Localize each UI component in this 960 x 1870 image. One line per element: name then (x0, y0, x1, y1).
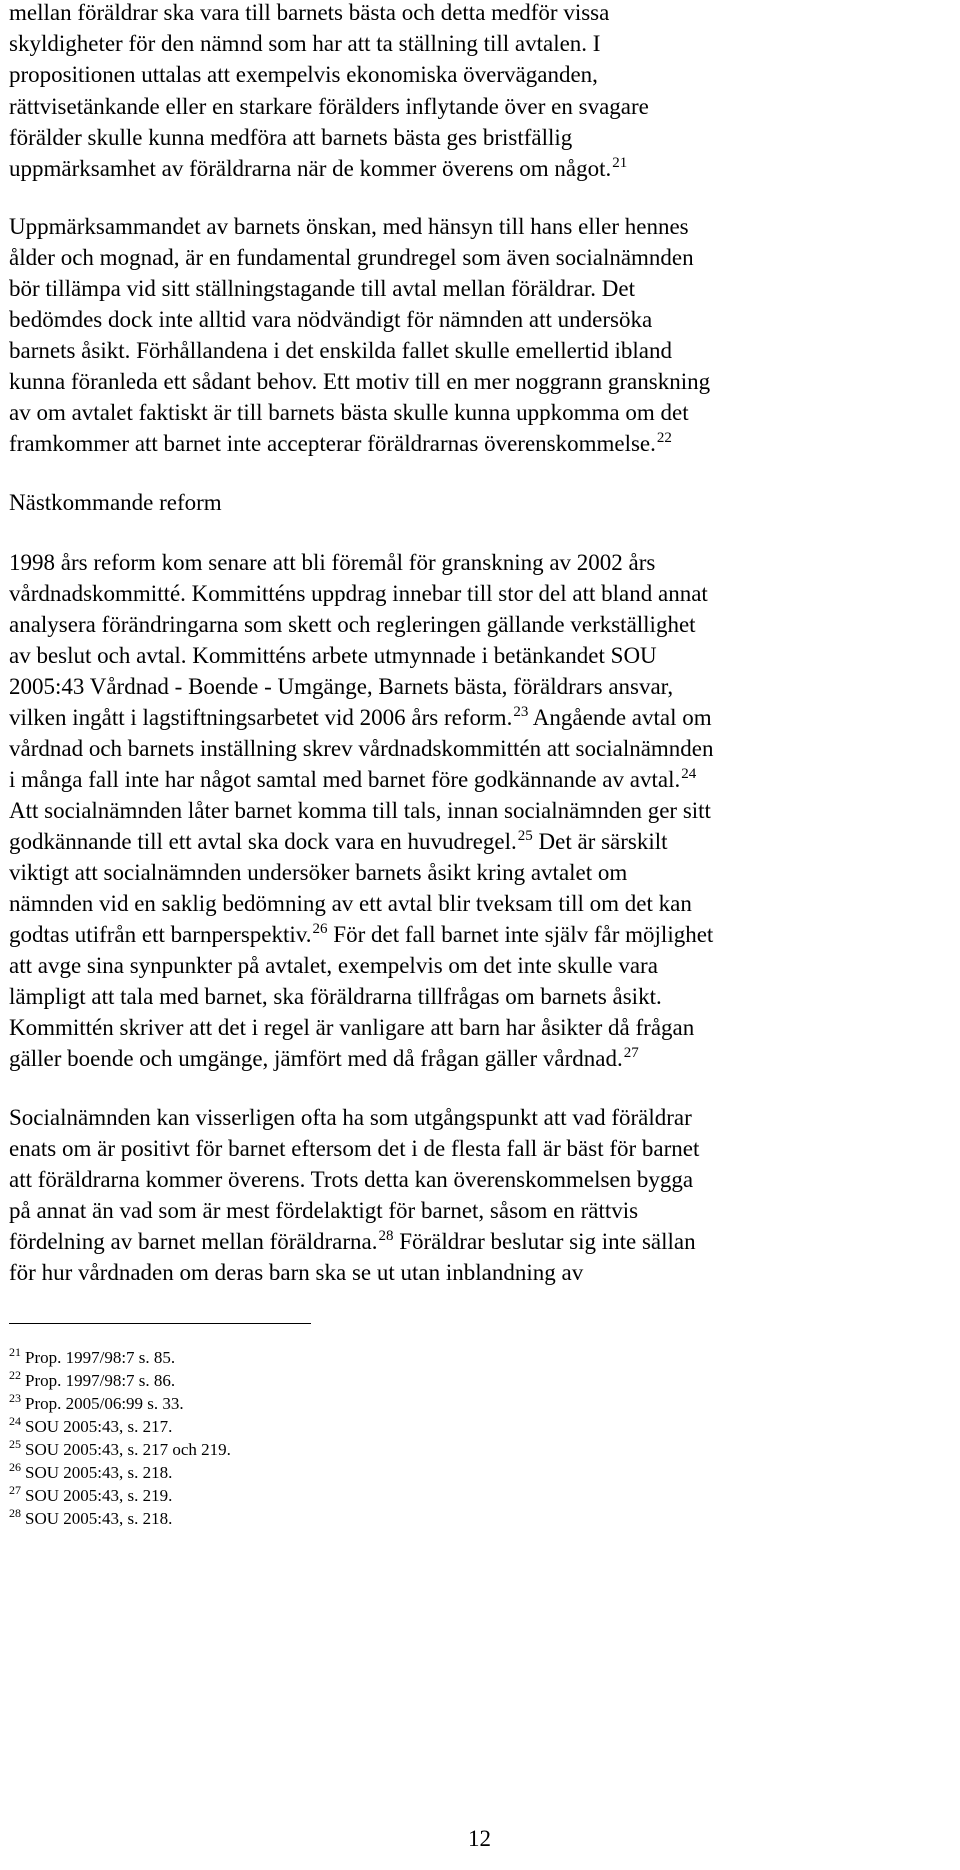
footnote-separator (9, 1323, 311, 1324)
text-line: propositionen uttalas att exempelvis ekonomiska överväganden, (9, 62, 598, 87)
footnote (9, 1437, 231, 1460)
footnote (9, 1506, 173, 1529)
line-text: fördelning av barnet mellan föräldrarna. (9, 1229, 378, 1254)
footnote (9, 1368, 176, 1391)
footnote-ref: 25 (517, 828, 533, 844)
footnote-ref: 26 (312, 921, 328, 937)
footnote-ref: 28 (378, 1228, 394, 1244)
text-line (9, 431, 672, 457)
text-line: för hur vårdnaden om deras barn ska se ut utan inblandning av (9, 1260, 584, 1285)
text-line: bör tillämpa vid sitt ställningstagande till avtal mellan föräldrar. Det (9, 276, 635, 301)
footnote-text: SOU 2005:43, s. 218. (25, 1509, 173, 1528)
text-line: analysera förändringarna som skett och regleringen gällande verkställighet (9, 612, 696, 637)
line-text: För det fall barnet inte själv får möjlighet (327, 922, 714, 947)
footnote-ref: 27 (623, 1045, 639, 1061)
line-text: Det är särskilt (532, 829, 668, 854)
footnote-ref: 23 (513, 704, 529, 720)
footnote-number: 23 (9, 1391, 21, 1405)
footnote-number: 27 (9, 1483, 21, 1497)
text-line: bedömdes dock inte alltid vara nödvändigt för nämnden att undersöka (9, 307, 653, 332)
text-line: enats om är positivt för barnet eftersom det i de flesta fall är bäst för barnet (9, 1136, 700, 1161)
text-line: av beslut och avtal. Kommitténs arbete utmynnade i betänkandet SOU (9, 643, 657, 668)
footnote (9, 1460, 173, 1483)
text-line: viktigt att socialnämnden undersöker barnets åsikt kring avtalet om (9, 860, 628, 885)
section-heading: Nästkommande reform (9, 490, 222, 515)
footnote-text: SOU 2005:43, s. 217 och 219. (25, 1440, 231, 1459)
footnote-text: Prop. 1997/98:7 s. 86. (25, 1371, 176, 1390)
footnote-ref: 24 (681, 766, 697, 782)
text-line (9, 767, 696, 793)
footnote-number: 22 (9, 1368, 21, 1382)
footnote (9, 1483, 173, 1506)
text-line (9, 829, 668, 855)
footnote-number: 26 (9, 1460, 21, 1474)
line-text: gäller boende och umgänge, jämfört med då frågan gäller vårdnad. (9, 1046, 623, 1071)
line-text: godtas utifrån ett barnperspektiv. (9, 922, 312, 947)
footnote-number: 25 (9, 1437, 21, 1451)
footnote (9, 1345, 176, 1368)
text-line: ålder och mognad, är en fundamental grundregel som även socialnämnden (9, 245, 694, 270)
text-line: mellan föräldrar ska vara till barnets bästa och detta medför vissa (9, 0, 610, 25)
text-line: vårdnad och barnets inställning skrev vårdnadskommittén att socialnämnden (9, 736, 714, 761)
line-text: Föräldrar beslutar sig inte sällan (393, 1229, 696, 1254)
text-line: vårdnadskommitté. Kommitténs uppdrag innebar till stor del att bland annat (9, 581, 708, 606)
text-line: skyldigheter för den nämnd som har att ta ställning till avtalen. I (9, 31, 601, 56)
text-line: Kommittén skriver att det i regel är vanligare att barn har åsikter då frågan (9, 1015, 695, 1040)
line-text: vilken ingått i lagstiftningsarbetet vid 2006 års reform. (9, 705, 513, 730)
text-line (9, 1229, 696, 1255)
footnote-ref: 21 (612, 155, 628, 171)
footnote-ref: 22 (656, 430, 672, 446)
footnote-text: SOU 2005:43, s. 219. (25, 1486, 173, 1505)
footnote-text: Prop. 1997/98:7 s. 85. (25, 1348, 176, 1367)
footnote-text: SOU 2005:43, s. 217. (25, 1417, 173, 1436)
text-line: förälder skulle kunna medföra att barnets bästa ges bristfällig (9, 125, 573, 150)
text-line: Att socialnämnden låter barnet komma till tals, innan socialnämnden ger sitt (9, 798, 711, 823)
text-line (9, 922, 713, 948)
text-line: på annat än vad som är mest fördelaktigt för barnet, såsom en rättvis (9, 1198, 639, 1223)
text-line: kunna föranleda ett sådant behov. Ett motiv till en mer noggrann granskning (9, 369, 711, 394)
text-line: barnets åsikt. Förhållandena i det enskilda fallet skulle emellertid ibland (9, 338, 672, 363)
footnote-text: Prop. 2005/06:99 s. 33. (25, 1394, 184, 1413)
line-text: i många fall inte har något samtal med barnet före godkännande av avtal. (9, 767, 681, 792)
text-line: att avge sina synpunkter på avtalet, exempelvis om det inte skulle vara (9, 953, 658, 978)
line-text: uppmärksamhet av föräldrarna när de kommer överens om något. (9, 156, 612, 181)
text-line: av om avtalet faktiskt är till barnets bästa skulle kunna uppkomma om det (9, 400, 689, 425)
text-line: Socialnämnden kan visserligen ofta ha som utgångspunkt att vad föräldrar (9, 1105, 692, 1130)
text-line: 2005:43 Vårdnad - Boende - Umgänge, Barnets bästa, föräldrars ansvar, (9, 674, 674, 699)
footnote-number: 28 (9, 1506, 21, 1520)
text-line (9, 705, 712, 731)
footnote-number: 24 (9, 1414, 21, 1428)
text-line: lämpligt att tala med barnet, ska föräldrarna tillfrågas om barnets åsikt. (9, 984, 662, 1009)
text-line: rättvisetänkande eller en starkare förälders inflytande över en svagare (9, 94, 649, 119)
text-line: 1998 års reform kom senare att bli föremål för granskning av 2002 års (9, 550, 656, 575)
text-line (9, 1046, 639, 1072)
footnote-number: 21 (9, 1345, 21, 1359)
footnote (9, 1391, 184, 1414)
text-line: att föräldrarna kommer överens. Trots detta kan överenskommelsen bygga (9, 1167, 694, 1192)
text-line: nämnden vid en saklig bedömning av ett avtal blir tveksam till om det kan (9, 891, 692, 916)
text-line: Uppmärksammandet av barnets önskan, med hänsyn till hans eller hennes (9, 214, 689, 239)
line-text: Angående avtal om (528, 705, 712, 730)
line-text: godkännande till ett avtal ska dock vara en huvudregel. (9, 829, 517, 854)
footnote (9, 1414, 173, 1437)
line-text: framkommer att barnet inte accepterar föräldrarnas överenskommelse. (9, 431, 656, 456)
footnote-text: SOU 2005:43, s. 218. (25, 1463, 173, 1482)
page-number: 12 (468, 1826, 491, 1851)
text-line (9, 156, 627, 182)
